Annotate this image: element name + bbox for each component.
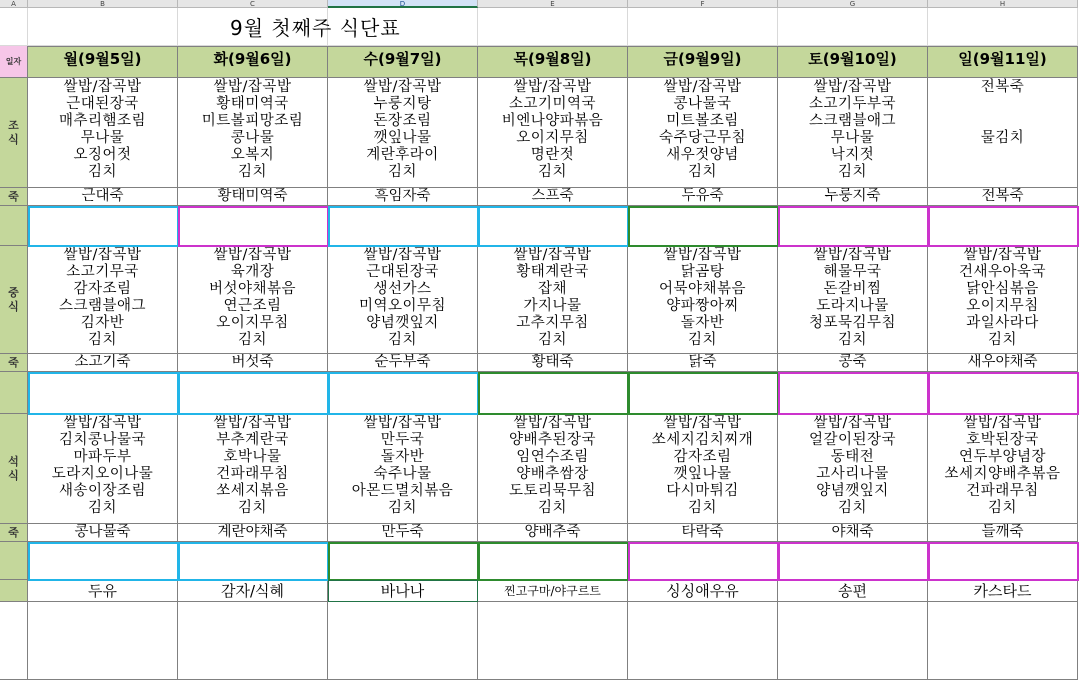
- breakfast-cell-item: 돈장조림: [373, 113, 432, 129]
- blank-cell[interactable]: [478, 206, 629, 247]
- breakfast-cell-item: [928, 96, 1077, 113]
- column-header-g[interactable]: G: [778, 0, 928, 8]
- breakfast-cell-item: [928, 164, 1077, 181]
- lunch-porridge-cell[interactable]: 순두부죽: [328, 354, 478, 372]
- day-header[interactable]: 금(9월9일): [628, 46, 778, 78]
- lunch-cell[interactable]: [478, 246, 628, 354]
- lunch-cell-item: 김치: [237, 332, 267, 348]
- breakfast-cell-item: 김치: [837, 164, 867, 180]
- breakfast-cell-item: [928, 113, 1077, 130]
- breakfast-cell-item: 비엔나양파볶음: [501, 113, 604, 129]
- column-header-e[interactable]: E: [478, 0, 628, 8]
- dinner-cell-item: 연두부양념장: [958, 449, 1047, 465]
- dinner-cell-item: 김치: [687, 500, 717, 516]
- dinner-cell-item: 다시마튀김: [666, 483, 739, 499]
- lunch-cell-item: 김치: [837, 332, 867, 348]
- lunch-cell[interactable]: [28, 246, 178, 354]
- lunch-porridge-cell[interactable]: 소고기죽: [28, 354, 178, 372]
- breakfast-cell-item: 오이지무침: [516, 130, 589, 146]
- lunch-cell-item: 쌀밥/잡곡밥: [63, 247, 142, 263]
- grid-cell[interactable]: [0, 8, 28, 46]
- dinner-cell-item: 호박나물: [223, 449, 282, 465]
- dinner-cell-item: 도라지오이나물: [51, 466, 154, 482]
- breakfast-porridge-cell[interactable]: 스프죽: [478, 188, 628, 206]
- breakfast-cell-item: 오복지: [230, 147, 275, 163]
- breakfast-cell-item: 미트볼조림: [666, 113, 739, 129]
- dinner-cell[interactable]: [478, 414, 628, 524]
- lunch-cell-item: 버섯야채볶음: [208, 281, 297, 297]
- lunch-cell-item: 닭안심볶음: [966, 281, 1039, 297]
- dinner-cell-item: 김치콩나물국: [58, 432, 147, 448]
- dinner-cell-item: 건파래무침: [966, 483, 1039, 499]
- day-header[interactable]: 화(9월6일): [178, 46, 328, 78]
- lunch-cell-item: 소고기무국: [66, 264, 139, 280]
- lunch-cell-item: 돌자반: [680, 315, 725, 331]
- snack-cell[interactable]: 카스타드: [928, 580, 1078, 602]
- lunch-cell-item: 과일사라다: [966, 315, 1039, 331]
- dinner-cell-item: 김치: [537, 500, 567, 516]
- blank-cell[interactable]: [628, 542, 779, 581]
- grid-cell[interactable]: [778, 8, 928, 46]
- breakfast-cell-item: 콩나물국: [673, 96, 732, 112]
- day-header[interactable]: 목(9월8일): [478, 46, 628, 78]
- lunch-cell-item: 김치: [687, 332, 717, 348]
- lunch-cell-item: 오이지무침: [966, 298, 1039, 314]
- snack-label[interactable]: [0, 580, 28, 602]
- dinner-cell-item: 쏘세지양배추볶음: [944, 466, 1061, 482]
- lunch-porridge-cell[interactable]: 황태죽: [478, 354, 628, 372]
- blank-cell[interactable]: [178, 542, 329, 581]
- lunch-cell-item: 고추지무침: [516, 315, 589, 331]
- blank-cell[interactable]: [778, 372, 929, 415]
- dinner-porridge-cell[interactable]: 들깨죽: [928, 524, 1078, 542]
- dinner-cell-item: 김치: [837, 500, 867, 516]
- dinner-porridge-cell[interactable]: 콩나물죽: [28, 524, 178, 542]
- breakfast-cell-item: 명란젓: [530, 147, 575, 163]
- breakfast-cell-item: 깻잎나물: [373, 130, 432, 146]
- column-header-c[interactable]: C: [178, 0, 328, 8]
- empty-cell[interactable]: [778, 602, 928, 680]
- breakfast-cell[interactable]: [628, 78, 778, 188]
- breakfast-cell-item: 쌀밥/잡곡밥: [213, 79, 292, 95]
- dinner-cell-item: 호박된장국: [966, 432, 1039, 448]
- lunch-cell-item: 스크램블애그: [58, 298, 147, 314]
- lunch-porridge-cell[interactable]: 닭죽: [628, 354, 778, 372]
- blank-cell[interactable]: [328, 542, 479, 581]
- empty-cell[interactable]: [928, 602, 1078, 680]
- blank-cell[interactable]: [928, 372, 1079, 415]
- grid-cell[interactable]: [628, 8, 778, 46]
- dinner-porridge-cell[interactable]: 양배추죽: [478, 524, 628, 542]
- dinner-cell[interactable]: [628, 414, 778, 524]
- empty-cell[interactable]: [178, 602, 328, 680]
- blank-cell[interactable]: [28, 206, 179, 247]
- lunch-cell[interactable]: [328, 246, 478, 354]
- breakfast-cell-item: 매추리햄조림: [58, 113, 147, 129]
- porridge-label-text: 죽: [8, 355, 19, 369]
- breakfast-cell-item: 스크램블애그: [808, 113, 897, 129]
- dinner-cell-item: 김치: [237, 500, 267, 516]
- lunch-cell-item: 김자반: [80, 315, 125, 331]
- dinner-porridge-cell[interactable]: 타락죽: [628, 524, 778, 542]
- breakfast-porridge-cell[interactable]: 전복죽: [928, 188, 1078, 206]
- dinner-cell-item: 김치: [87, 500, 117, 516]
- breakfast-cell-item: [928, 147, 1077, 164]
- dinner-cell[interactable]: [328, 414, 478, 524]
- porridge-label-text: 죽: [8, 189, 19, 203]
- dinner-cell-item: 고사리나물: [816, 466, 889, 482]
- lunch-label[interactable]: [0, 246, 28, 354]
- lunch-cell-item: 김치: [987, 332, 1017, 348]
- column-header-d[interactable]: D: [328, 0, 478, 8]
- column-header-f[interactable]: F: [628, 0, 778, 8]
- breakfast-porridge-cell[interactable]: 두유죽: [628, 188, 778, 206]
- breakfast-cell-item: 김치: [237, 164, 267, 180]
- dinner-label-text: 석식: [8, 454, 19, 482]
- lunch-label-text: 중식: [8, 285, 19, 313]
- dinner-cell-item: 양배추쌈장: [516, 466, 589, 482]
- lunch-cell-item: 생선가스: [373, 281, 432, 297]
- dinner-cell-item: 도토리묵무침: [508, 483, 597, 499]
- breakfast-cell-item: 쌀밥/잡곡밥: [663, 79, 742, 95]
- lunch-cell[interactable]: [778, 246, 928, 354]
- dinner-cell-item: 얼갈이된장국: [808, 432, 897, 448]
- snack-cell[interactable]: 감자/식혜: [178, 580, 328, 602]
- breakfast-cell-item: 김치: [87, 164, 117, 180]
- blank-cell[interactable]: [928, 542, 1079, 581]
- dinner-cell[interactable]: [928, 414, 1078, 524]
- breakfast-cell-item: 근대된장국: [66, 96, 139, 112]
- breakfast-cell-item: 쌀밥/잡곡밥: [513, 79, 592, 95]
- blank-cell[interactable]: [178, 372, 329, 415]
- breakfast-label[interactable]: [0, 78, 28, 188]
- dinner-cell-item: 쌀밥/잡곡밥: [813, 415, 892, 431]
- blank-cell[interactable]: [628, 372, 779, 415]
- dinner-cell-item: 김치: [387, 500, 417, 516]
- lunch-cell[interactable]: [928, 246, 1078, 354]
- dinner-cell-item: 동태전: [830, 449, 875, 465]
- blank-cell[interactable]: [778, 542, 929, 581]
- dinner-porridge-cell[interactable]: 만두죽: [328, 524, 478, 542]
- dinner-cell-item: 쌀밥/잡곡밥: [63, 415, 142, 431]
- lunch-cell[interactable]: [178, 246, 328, 354]
- lunch-cell-item: 황태계란국: [516, 264, 589, 280]
- lunch-cell-item: 가지나물: [523, 298, 582, 314]
- lunch-cell-item: 어묵야채볶음: [658, 281, 747, 297]
- selected-cell-outline: [328, 580, 478, 602]
- lunch-cell-item: 쌀밥/잡곡밥: [513, 247, 592, 263]
- dinner-cell-item: 만두국: [380, 432, 425, 448]
- lunch-porridge-cell[interactable]: 버섯죽: [178, 354, 328, 372]
- breakfast-cell-item: 소고기두부국: [808, 96, 897, 112]
- blank-cell[interactable]: [178, 206, 329, 247]
- blank-label[interactable]: [0, 372, 28, 414]
- snack-cell[interactable]: 싱싱애우유: [628, 580, 778, 602]
- breakfast-cell-item: 황태미역국: [216, 96, 289, 112]
- dinner-cell-item: 부추계란국: [216, 432, 289, 448]
- porridge-label[interactable]: [0, 188, 28, 206]
- snack-cell[interactable]: 찐고구마/야구르트: [478, 580, 628, 602]
- lunch-cell-item: 김치: [87, 332, 117, 348]
- lunch-cell-item: 잡채: [537, 281, 567, 297]
- breakfast-cell-item: 무나물: [80, 130, 125, 146]
- breakfast-cell[interactable]: [178, 78, 328, 188]
- breakfast-cell-item: 김치: [387, 164, 417, 180]
- column-header-h[interactable]: H: [928, 0, 1078, 8]
- blank-cell[interactable]: [628, 206, 779, 247]
- lunch-cell-item: 김치: [387, 332, 417, 348]
- breakfast-cell-item: 숙주당근무침: [658, 130, 747, 146]
- breakfast-cell[interactable]: [778, 78, 928, 188]
- porridge-label-text: 죽: [8, 525, 19, 539]
- breakfast-cell-item: 오징어젓: [73, 147, 132, 163]
- breakfast-label-text: 조식: [8, 118, 19, 146]
- breakfast-cell-item: 미트볼피망조림: [201, 113, 304, 129]
- column-header-b[interactable]: B: [28, 0, 178, 8]
- dinner-cell-item: 쏘세지볶음: [216, 483, 289, 499]
- breakfast-cell-item: 물김치: [980, 130, 1025, 146]
- lunch-cell-item: 미역오이무침: [358, 298, 447, 314]
- lunch-cell-item: 닭곰탕: [680, 264, 725, 280]
- snack-cell[interactable]: 바나나: [328, 580, 478, 602]
- breakfast-cell-item: 콩나물: [230, 130, 275, 146]
- dinner-cell-item: 쏘세지김치찌개: [651, 432, 754, 448]
- lunch-cell-item: 연근조림: [223, 298, 282, 314]
- lunch-cell-item: 건새우아욱국: [958, 264, 1047, 280]
- breakfast-cell[interactable]: [928, 78, 1078, 188]
- blank-cell[interactable]: [478, 372, 629, 415]
- empty-cell[interactable]: [28, 602, 178, 680]
- dinner-cell-item: 임연수조림: [516, 449, 589, 465]
- breakfast-cell-item: 누룽지탕: [373, 96, 432, 112]
- breakfast-cell-item: 새우젓양념: [666, 147, 739, 163]
- lunch-porridge-cell[interactable]: 새우야채죽: [928, 354, 1078, 372]
- lunch-cell-item: 근대된장국: [366, 264, 439, 280]
- sheet-title[interactable]: 9월 첫째주 식단표: [230, 16, 401, 40]
- dinner-cell-item: 아몬드멸치볶음: [351, 483, 454, 499]
- breakfast-cell-item: 전복죽: [980, 79, 1025, 95]
- empty-cell[interactable]: [0, 602, 28, 680]
- breakfast-cell-item: 무나물: [830, 130, 875, 146]
- lunch-cell-item: 돈갈비찜: [823, 281, 882, 297]
- blank-label[interactable]: [0, 542, 28, 580]
- dinner-label[interactable]: [0, 414, 28, 524]
- column-header-a[interactable]: A: [0, 0, 28, 8]
- dinner-cell-item: 김치: [987, 500, 1017, 516]
- dinner-cell-item: 쌀밥/잡곡밥: [663, 415, 742, 431]
- lunch-porridge-cell[interactable]: 콩죽: [778, 354, 928, 372]
- breakfast-cell-item: 낙지젓: [830, 147, 875, 163]
- breakfast-porridge-cell[interactable]: 누룽지죽: [778, 188, 928, 206]
- date-row-label[interactable]: 일자: [0, 46, 28, 78]
- breakfast-cell[interactable]: [28, 78, 178, 188]
- grid-cell[interactable]: [28, 8, 178, 46]
- lunch-cell-item: 쌀밥/잡곡밥: [363, 247, 442, 263]
- lunch-cell-item: 오이지무침: [216, 315, 289, 331]
- breakfast-cell[interactable]: [478, 78, 628, 188]
- breakfast-cell[interactable]: [328, 78, 478, 188]
- breakfast-cell-item: 소고기미역국: [508, 96, 597, 112]
- dinner-cell-item: 양배추된장국: [508, 432, 597, 448]
- dinner-cell-item: 건파래무침: [216, 466, 289, 482]
- lunch-cell-item: 도라지나물: [816, 298, 889, 314]
- dinner-cell-item: 숙주나물: [373, 466, 432, 482]
- empty-cell[interactable]: [328, 602, 478, 680]
- dinner-cell-item: 쌀밥/잡곡밥: [963, 415, 1042, 431]
- lunch-cell-item: 쌀밥/잡곡밥: [813, 247, 892, 263]
- lunch-cell-item: 김치: [537, 332, 567, 348]
- lunch-cell-item: 해물무국: [823, 264, 882, 280]
- breakfast-porridge-cell[interactable]: 흑임자죽: [328, 188, 478, 206]
- snack-cell[interactable]: 두유: [28, 580, 178, 602]
- dinner-porridge-cell[interactable]: 야채죽: [778, 524, 928, 542]
- lunch-cell-item: 감자조림: [73, 281, 132, 297]
- dinner-cell-item: 양념깻잎지: [816, 483, 889, 499]
- grid-cell[interactable]: [478, 8, 628, 46]
- empty-cell[interactable]: [478, 602, 628, 680]
- dinner-cell-item: 깻잎나물: [673, 466, 732, 482]
- lunch-cell-item: 쌀밥/잡곡밥: [963, 247, 1042, 263]
- dinner-cell[interactable]: [778, 414, 928, 524]
- breakfast-porridge-cell[interactable]: 근대죽: [28, 188, 178, 206]
- breakfast-cell-item: 김치: [537, 164, 567, 180]
- grid-cell[interactable]: [928, 8, 1078, 46]
- blank-cell[interactable]: [928, 206, 1079, 247]
- dinner-cell-item: 돌자반: [380, 449, 425, 465]
- lunch-cell-item: 쌀밥/잡곡밥: [663, 247, 742, 263]
- dinner-cell-item: 쌀밥/잡곡밥: [363, 415, 442, 431]
- blank-cell[interactable]: [28, 542, 179, 581]
- dinner-cell-item: 새송이장조림: [58, 483, 147, 499]
- day-header[interactable]: 수(9월7일): [328, 46, 478, 78]
- blank-cell[interactable]: [28, 372, 179, 415]
- breakfast-cell-item: 김치: [687, 164, 717, 180]
- blank-label[interactable]: [0, 206, 28, 246]
- lunch-cell-item: 청포묵김무침: [808, 315, 897, 331]
- lunch-cell-item: 양념깻잎지: [366, 315, 439, 331]
- breakfast-cell-item: 쌀밥/잡곡밥: [63, 79, 142, 95]
- dinner-cell[interactable]: [28, 414, 178, 524]
- dinner-cell-item: 쌀밥/잡곡밥: [213, 415, 292, 431]
- dinner-porridge-cell[interactable]: 계란야채죽: [178, 524, 328, 542]
- day-header[interactable]: 월(9월5일): [28, 46, 178, 78]
- blank-cell[interactable]: [328, 206, 479, 247]
- porridge-label[interactable]: [0, 524, 28, 542]
- dinner-cell[interactable]: [178, 414, 328, 524]
- dinner-cell-item: 감자조림: [673, 449, 732, 465]
- dinner-cell-item: 쌀밥/잡곡밥: [513, 415, 592, 431]
- blank-cell[interactable]: [478, 542, 629, 581]
- snack-cell[interactable]: 송편: [778, 580, 928, 602]
- breakfast-cell-item: 쌀밥/잡곡밥: [363, 79, 442, 95]
- breakfast-cell-item: 쌀밥/잡곡밥: [813, 79, 892, 95]
- blank-cell[interactable]: [778, 206, 929, 247]
- day-header[interactable]: 일(9월11일): [928, 46, 1078, 78]
- empty-cell[interactable]: [628, 602, 778, 680]
- dinner-cell-item: 마파두부: [73, 449, 132, 465]
- porridge-label[interactable]: [0, 354, 28, 372]
- blank-cell[interactable]: [328, 372, 479, 415]
- lunch-cell-item: 양파짱아찌: [666, 298, 739, 314]
- lunch-cell-item: 육개장: [230, 264, 275, 280]
- day-header[interactable]: 토(9월10일): [778, 46, 928, 78]
- breakfast-cell-item: 계란후라이: [366, 147, 439, 163]
- lunch-cell-item: 쌀밥/잡곡밥: [213, 247, 292, 263]
- lunch-cell[interactable]: [628, 246, 778, 354]
- breakfast-porridge-cell[interactable]: 황태미역죽: [178, 188, 328, 206]
